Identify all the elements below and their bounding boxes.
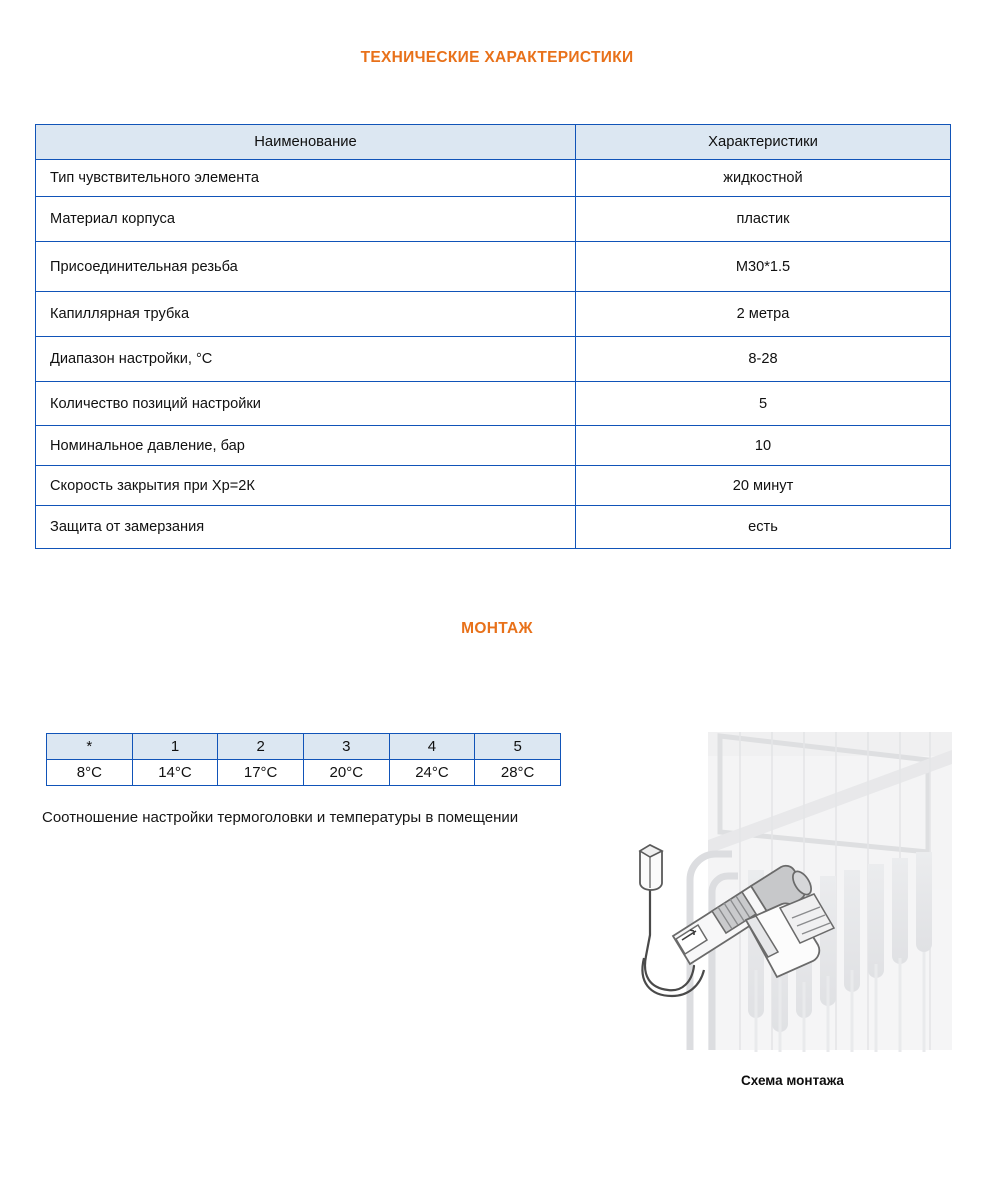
temperature-value: 14°C xyxy=(132,760,218,786)
table-header-row xyxy=(47,734,561,760)
specifications-table xyxy=(35,124,951,549)
temperature-value: 28°C xyxy=(475,760,561,786)
spec-name: Номинальное давление, бар xyxy=(36,426,576,466)
spec-value: 2 метра xyxy=(576,292,951,337)
spec-value: 8-28 xyxy=(576,337,951,382)
table-header-row xyxy=(36,125,951,160)
column-header-name: Наименование xyxy=(36,125,576,160)
table-row xyxy=(36,160,951,197)
table-row xyxy=(36,382,951,426)
temperature-value: 8°C xyxy=(47,760,133,786)
spec-name: Присоединительная резьба xyxy=(36,242,576,292)
setting-temperature-table-body xyxy=(47,760,561,786)
setting-temperature-table xyxy=(46,733,561,786)
specifications-table-head xyxy=(36,125,951,160)
table-row xyxy=(36,466,951,506)
spec-value: пластик xyxy=(576,197,951,242)
temperature-value: 24°C xyxy=(389,760,475,786)
spec-name: Количество позиций настройки xyxy=(36,382,576,426)
setting-temperature-caption: Соотношение настройки термоголовки и температуры в помещении xyxy=(42,809,519,826)
remote-sensor-bulb xyxy=(640,845,662,890)
position-header: 2 xyxy=(218,734,304,760)
spec-value: есть xyxy=(576,506,951,549)
spec-name: Диапазон настройки, °С xyxy=(36,337,576,382)
position-header: 5 xyxy=(475,734,561,760)
table-row xyxy=(36,337,951,382)
spec-value: M30*1.5 xyxy=(576,242,951,292)
spec-name: Скорость закрытия при Хр=2К xyxy=(36,466,576,506)
spec-value: 20 минут xyxy=(576,466,951,506)
table-row xyxy=(47,760,561,786)
spec-value: 10 xyxy=(576,426,951,466)
temperature-value: 17°C xyxy=(218,760,304,786)
spec-name: Защита от замерзания xyxy=(36,506,576,549)
spec-name: Тип чувствительного элемента xyxy=(36,160,576,197)
position-header: 3 xyxy=(303,734,389,760)
table-row xyxy=(36,292,951,337)
position-header: 1 xyxy=(132,734,218,760)
spec-value: 5 xyxy=(576,382,951,426)
setting-temperature-table-head xyxy=(47,734,561,760)
mounting-section-title: МОНТАЖ xyxy=(461,620,533,637)
temperature-value: 20°C xyxy=(303,760,389,786)
illustration-caption: Схема монтажа xyxy=(741,1073,844,1088)
table-row xyxy=(36,242,951,292)
specifications-table-body xyxy=(36,160,951,549)
table-row xyxy=(36,506,951,549)
spec-value: жидкостной xyxy=(576,160,951,197)
spec-name: Капиллярная трубка xyxy=(36,292,576,337)
position-header: * xyxy=(47,734,133,760)
specs-section-title: ТЕХНИЧЕСКИЕ ХАРАКТЕРИСТИКИ xyxy=(360,49,634,66)
radiator-mounting-illustration xyxy=(620,720,965,1065)
column-header-value: Характеристики xyxy=(576,125,951,160)
table-row xyxy=(36,197,951,242)
table-row xyxy=(36,426,951,466)
spec-name: Материал корпуса xyxy=(36,197,576,242)
position-header: 4 xyxy=(389,734,475,760)
